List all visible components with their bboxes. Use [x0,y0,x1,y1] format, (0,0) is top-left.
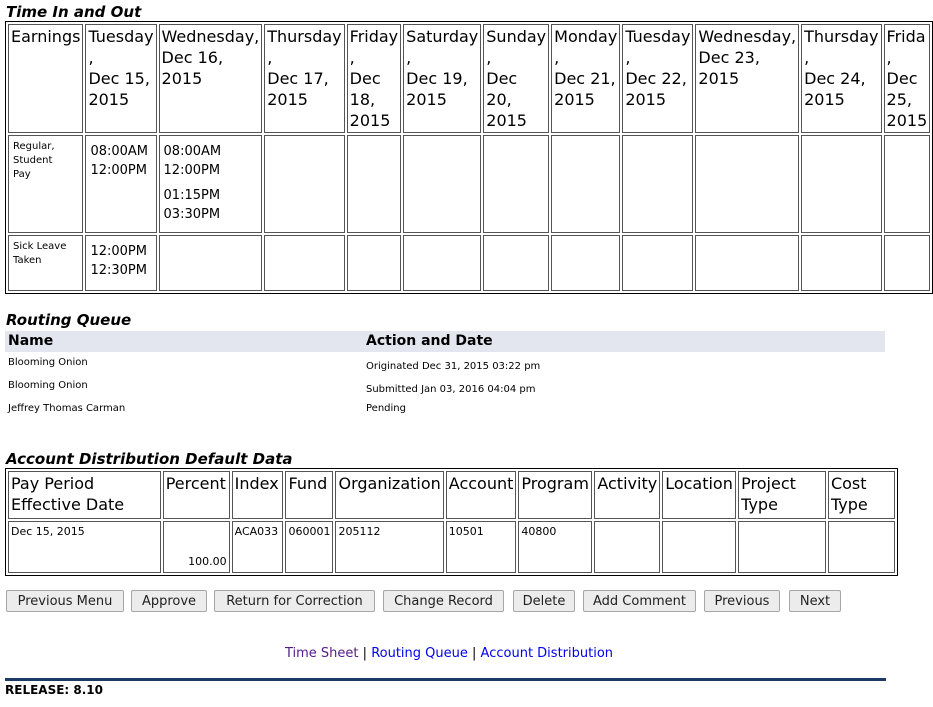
earnings-label-line: Sick Leave [13,241,67,252]
acct-header-percent: Percent [163,471,230,519]
time-cell [159,235,263,291]
time-cell [622,135,693,233]
time-entry: 01:15PM [163,188,221,203]
time-cell [483,135,549,233]
acct-activity [594,521,660,573]
link-separator: | [362,646,368,661]
routing-section-title: Routing Queue [6,311,132,329]
day-header-line: , [486,48,492,67]
time-cell [483,235,549,291]
previous-menu-button[interactable]: Previous Menu [6,590,124,612]
acct-percent: 100.00 [163,521,230,573]
day-header [159,24,263,133]
time-entry: 12:00PM [90,244,147,259]
time-entry: 12:00PM [163,163,221,178]
day-header-line: Dec 24, [804,69,866,88]
day-header-line: Dec 17, [267,69,329,88]
acct-header-date: Pay Period Effective Date [8,471,161,519]
day-header-line: , [88,48,94,67]
day-header-line: 2015 [88,90,130,109]
time-cell [347,135,402,233]
delete-button[interactable]: Delete [513,590,575,612]
acct-header-account: Account [446,471,517,519]
time-cell [85,135,156,233]
day-header-line: Dec [349,69,381,88]
day-header [695,24,799,133]
day-header [483,24,549,133]
release-version: RELEASE: 8.10 [5,683,103,697]
acct-program: 40800 [518,521,592,573]
day-header-line: Dec 21, [554,69,616,88]
day-header-line: Dec 16, [161,48,224,67]
day-header-line: , [804,48,810,67]
earnings-label-line: Taken [13,255,42,266]
day-header-line: 2015 [886,111,928,130]
routing-entry-action: Submitted Jan 03, 2016 04:04 pm [366,384,536,395]
acct-header-activity: Activity [594,471,660,519]
day-header-line: Friday [349,27,399,46]
change-record-button[interactable]: Change Record [383,590,504,612]
routing-col-name: Name [8,333,54,349]
day-header-line: Frida [886,27,926,46]
day-header-line: 20, [486,90,512,109]
routing-queue-link[interactable]: Routing Queue [371,646,468,661]
day-header [403,24,481,133]
day-header-line: 2015 [804,90,845,109]
day-header-line: , [267,48,273,67]
day-header [264,24,344,133]
day-header-line: Sunday [486,27,547,46]
time-cell [159,135,263,233]
time-cell [551,235,620,291]
day-header-line: , [625,48,631,67]
footer-links [0,646,898,661]
time-table [5,21,933,294]
day-header-line: , [554,48,560,67]
day-header-line: 18, [349,90,376,109]
acct-fund: 060001 [285,521,333,573]
time-cell [403,235,481,291]
acct-index: ACA033 [232,521,284,573]
day-header-line: 2015 [698,69,740,88]
account-header-row [8,471,895,519]
time-entry: 03:30PM [163,207,221,222]
time-cell [403,135,481,233]
time-entry: 12:30PM [90,263,147,278]
add-comment-button[interactable]: Add Comment [583,590,696,612]
day-header-line: Dec 22, [625,69,687,88]
time-sheet-link[interactable]: Time Sheet [284,646,359,661]
routing-entry-name: Jeffrey Thomas Carman [8,403,126,414]
acct-header-fund: Fund [285,471,333,519]
day-header-line: , [886,48,892,67]
day-header-line: Wednesday, [698,27,797,46]
day-header [801,24,881,133]
time-cell [622,235,693,291]
earnings-header: Earnings [8,24,83,133]
day-header-line: Thursday [267,27,342,46]
day-header-line: Monday [554,27,618,46]
acct-account: 10501 [446,521,517,573]
day-header-line: 2015 [625,90,667,109]
acct-date: Dec 15, 2015 [8,521,161,573]
day-header-line: Thursday [804,27,879,46]
account-section-title: Account Distribution Default Data [6,450,293,468]
acct-header-organization: Organization [335,471,443,519]
day-header [347,24,402,133]
time-cell [85,235,156,291]
previous-button[interactable]: Previous [704,590,780,612]
day-header-line: Saturday [406,27,479,46]
day-header-line: Dec [486,69,518,88]
time-cell [264,135,344,233]
day-header-line: 25, [886,90,912,109]
time-cell [884,235,931,291]
next-button[interactable]: Next [789,590,841,612]
footer-divider [5,678,886,681]
earnings-label-line: Regular, [13,141,55,152]
time-row-regular [8,135,930,233]
routing-header [5,331,885,352]
acct-organization: 205112 [335,521,443,573]
day-header [622,24,693,133]
day-header-line: 2015 [554,90,595,109]
day-header-row [8,24,930,133]
day-header-line: Tuesday [88,27,154,46]
day-header-line: 2015 [349,111,391,130]
time-section [0,0,928,290]
time-cell [801,235,881,291]
time-section-title: Time In and Out [6,3,142,21]
time-cell [551,135,620,233]
time-cell [884,135,931,233]
account-table [5,468,898,576]
day-header-line: Wednesday, [161,27,260,46]
time-cell [801,135,881,233]
time-entry: 12:00PM [90,163,147,178]
day-header-line: , [406,48,412,67]
acct-header-program: Program [518,471,592,519]
day-header-line: Dec 19, [406,69,468,88]
account-data-row [8,521,895,573]
link-separator: | [472,646,477,661]
acct-project-type [738,521,826,573]
acct-header-project-type: Project Type [738,471,826,519]
day-header-line: Tuesday [625,27,691,46]
routing-entry-name: Blooming Onion [8,380,88,391]
time-cell [695,235,799,291]
day-header-line: 2015 [406,90,447,109]
day-header [85,24,156,133]
day-header [884,24,931,133]
routing-entry-action: Originated Dec 31, 2015 03:22 pm [366,361,541,372]
return-for-correction-button[interactable]: Return for Correction [214,590,375,612]
day-header-line: Dec 15, [88,69,150,88]
acct-header-cost-type: Cost Type [828,471,895,519]
time-row-sick-leave [8,235,930,291]
routing-col-action: Action and Date [366,333,493,349]
acct-header-location: Location [662,471,736,519]
day-header-line: , [349,48,355,67]
earnings-label-line: Student [13,155,53,166]
earnings-label-line: Pay [13,169,31,180]
account-distribution-link[interactable]: Account Distribution [480,646,614,661]
time-cell [695,135,799,233]
day-header [551,24,620,133]
day-header-line: 2015 [267,90,308,109]
day-header-line: Dec 23, [698,48,760,67]
earnings-type-label [8,235,83,291]
acct-header-index: Index [232,471,284,519]
routing-entry-name: Blooming Onion [8,357,88,368]
day-header-line: 2015 [161,69,203,88]
time-cell [264,235,344,291]
day-header-line: 2015 [486,111,527,130]
time-cell [347,235,402,291]
acct-cost-type [828,521,895,573]
approve-button[interactable]: Approve [131,590,207,612]
routing-entry-action: Pending [366,403,406,414]
day-header-line: Dec [886,69,918,88]
time-entry: 08:00AM [163,144,222,159]
acct-location [662,521,736,573]
earnings-type-label [8,135,83,233]
time-entry: 08:00AM [90,144,149,159]
